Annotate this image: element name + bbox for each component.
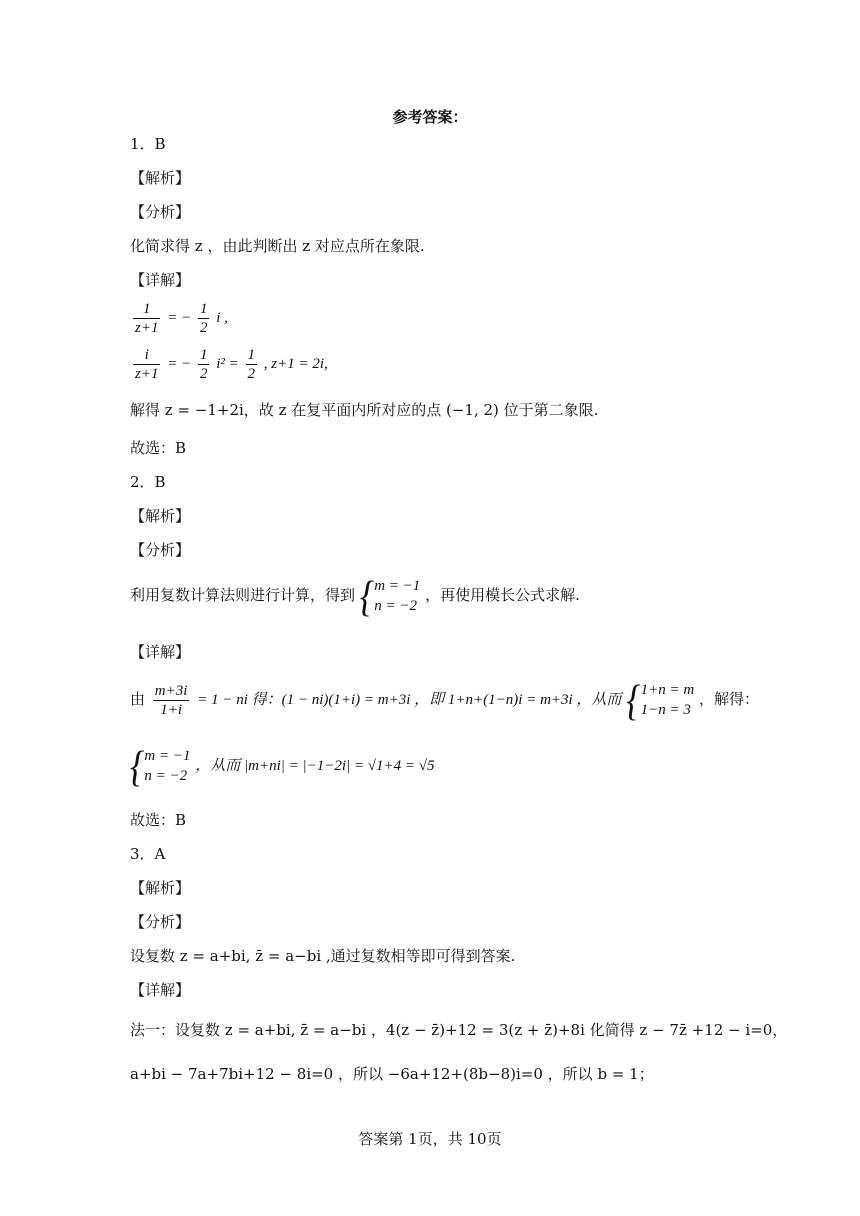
q2-answer: 2．B xyxy=(130,473,166,491)
q1-equation-2: $\frac{i}{z+1}$ = − $\frac{1}{2}$ i² = $\frac{1}{2}$ , z+1 = 2i, xyxy=(135,347,328,382)
q1-solution: 解得 z = −1+2i，故 z 在复平面内所对应的点 (−1, 2) 位于第二象限. xyxy=(130,401,599,419)
q2-fenxi-heading: 【分析】 xyxy=(130,541,191,559)
q1-fenxi-text: 化简求得 z ，由此判断出 z 对应点所在象限. xyxy=(130,237,425,255)
q3-xiangjie-heading: 【详解】 xyxy=(130,981,191,999)
q3-fenxi-text: 设复数 z = a+bi, z̄ = a−bi ,通过复数相等即可得到答案. xyxy=(130,947,516,965)
q2-system-brace-3: { m = −1 n = −2 xyxy=(130,742,191,790)
q2-jiexi-heading: 【解析】 xyxy=(130,507,191,525)
q1-fenxi-heading: 【分析】 xyxy=(130,203,191,221)
q2-detail-line-1: 由 $\frac{m+3i}{1+i}$ = 1 − ni 得：(1 − ni)(1+i) = m+3i ，即 1+n+(1−n)i = m+3i ，从而 { 1+n = m 1−n = 3 ，解得： xyxy=(130,676,759,724)
q3-detail-line-2: a+bi − 7a+7bi+12 − 8i=0 ，所以 −6a+12+(8b−8)i=0 ，所以 b = 1； xyxy=(130,1065,654,1083)
q1-choose: 故选：B xyxy=(130,439,187,457)
q2-detail-line-2: { m = −1 n = −2 ，从而 |m+ni| = |−1−2i| = √1+4 = √5 xyxy=(130,742,435,790)
page-footer: 答案第 1页，共 10页 xyxy=(358,1130,502,1148)
page-title: 参考答案： xyxy=(392,108,468,126)
q1-answer: 1．B xyxy=(130,135,166,153)
q1-jiexi-heading: 【解析】 xyxy=(130,169,191,187)
q3-fenxi-heading: 【分析】 xyxy=(130,913,191,931)
q2-choose: 故选：B xyxy=(130,811,187,829)
q3-jiexi-heading: 【解析】 xyxy=(130,879,191,897)
q2-system-brace: { m = −1 n = −2 xyxy=(359,572,421,620)
q2-xiangjie-heading: 【详解】 xyxy=(130,643,191,661)
q3-detail-line-1: 法一：设复数 z = a+bi, z̄ = a−bi ，4(z − z̄)+12 = 3(z + z̄)+8i 化简得 z − 7z̄ +12 − i=0， xyxy=(130,1021,788,1039)
q1-equation-1: $\frac{1}{z+1}$ = − $\frac{1}{2}$ i , xyxy=(135,301,228,336)
q3-answer: 3．A xyxy=(130,845,166,863)
q1-xiangjie-heading: 【详解】 xyxy=(130,271,191,289)
q2-system-brace-2: { 1+n = m 1−n = 3 xyxy=(626,676,695,724)
q2-fenxi-text: 利用复数计算法则进行计算，得到 { m = −1 n = −2 ，再使用模长公式求解. xyxy=(130,572,580,620)
q1-eq1-fraction: $\frac{1}{z+1}$ xyxy=(135,301,159,336)
